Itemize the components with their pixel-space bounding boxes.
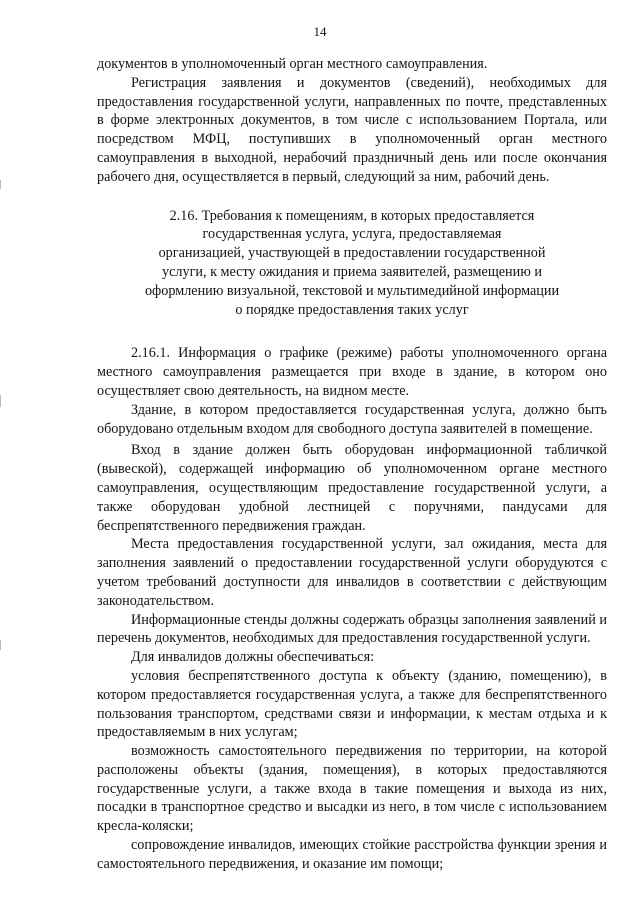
paragraph: Регистрация заявления и документов (сведений), необходимых для предоставления государственной услуги, направленных по почте, представленных в форме электронных документов, в том числе с использованием Портала, или посредством МФЦ, поступивших в уполномоченный орган местного самоуправления в выходной, нерабочий праздничный день или после окончания рабочего дня, осуществляется в первый, следующий за ним, рабочий день. (97, 74, 607, 185)
list-item: возможность самостоятельного передвижения по территории, на которой расположены объекты (здания, помещения), в которых предоставляются государственные услуги, а также входа в такие помещения и выхода из них, посадки в транспортное средство и высадки из него, в том числе с использованием кресла-коляски; (97, 743, 607, 835)
paragraph: документов в уполномоченный орган местного самоуправления. (97, 56, 488, 72)
scan-edge-mark (0, 395, 1, 407)
paragraph: Для инвалидов должны обеспечиваться: (131, 649, 375, 666)
list-item: сопровождение инвалидов, имеющих стойкие расстройства функции зрения и самостоятельного передвижения, и оказание им помощи; (97, 837, 607, 872)
heading-line: оформлению визуальной, текстовой и мультимедийной информации (144, 282, 560, 299)
list-item: условия беспрепятственного доступа к объекту (зданию, помещению), в котором предоставляется государственная услуга, а также для беспрепятственного пользования транспортом, средствами связи и информации, к местам отдыха и к предоставляемым в них услугам; (97, 667, 607, 741)
paragraph: Здание, в котором предоставляется государственная услуга, должно быть оборудовано отдельным входом для свободного доступа заявителей в помещение. (97, 401, 607, 437)
scan-edge-mark (0, 640, 1, 650)
page-number: 14 (313, 24, 327, 39)
heading-line: организацией, участвующей в предоставлении государственной (158, 245, 546, 262)
heading-line: 2.16. Требования к помещениям, в которых предоставляется (169, 207, 535, 224)
section-heading (97, 207, 607, 320)
document-body (97, 55, 607, 874)
heading-line: о порядке предоставления таких услуг (235, 301, 469, 318)
paragraph: Места предоставления государственной услуги, зал ожидания, места для заполнения заявлений о предоставлении государственной услуги оборудуются с учетом требований доступности для инвалидов в соответствии с действующим законодательством. (97, 536, 607, 609)
paragraph: Информационные стенды должны содержать образцы заполнения заявлений и перечень документов, необходимых для предоставления государственной услуги. (97, 611, 607, 647)
scan-edge-mark (0, 180, 1, 189)
heading-line: государственная услуга, услуга, предоставляемая (202, 226, 502, 243)
paragraph: 2.16.1. Информация о графике (режиме) работы уполномоченного органа местного самоуправления размещается при входе в здание, в котором оно осуществляет свою деятельность, на видном месте. (97, 345, 607, 399)
heading-line: услуги, к месту ожидания и приема заявителей, размещению и (162, 263, 542, 280)
paragraph: Вход в здание должен быть оборудован информационной табличкой (вывеской), содержащей информацию об уполномоченном органе местного самоуправления, осуществляющим предоставление государственной услуги, а также оборудован удобной лестницей с поручнями, пандусами для беспрепятственного передвижения граждан. (97, 442, 607, 534)
